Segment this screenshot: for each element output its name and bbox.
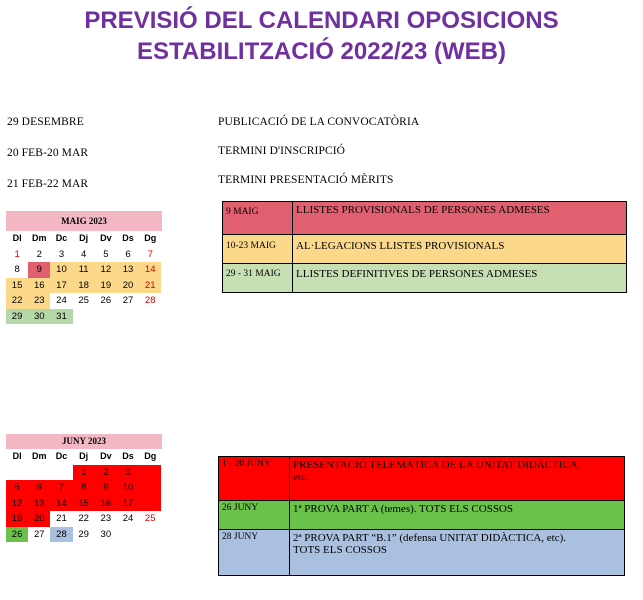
event-date: 26 JUNY [219, 501, 290, 530]
calendar-day: 13 [117, 262, 139, 278]
schedule-date: 20 FEB-20 MAR [7, 147, 89, 159]
calendar-day: 8 [14, 264, 20, 275]
calendar-day: 14 [139, 262, 161, 278]
calendar-day: 1 [14, 248, 20, 260]
calendar-day [6, 465, 28, 481]
calendar-day: 1 [73, 465, 95, 481]
calendar-day: 12 [95, 262, 117, 278]
schedule-event: TERMINI PRESENTACIÓ MÈRITS [218, 174, 394, 186]
calendar-day: 4 [81, 248, 87, 260]
calendar-day [73, 309, 95, 325]
calendar-day: 5 [103, 248, 109, 260]
schedule-date: 21 FEB-22 MAR [7, 178, 89, 190]
schedule-event: TERMINI D'INSCRIPCIÓ [218, 145, 346, 157]
calendar-day: 29 [6, 309, 28, 325]
weekday-label: Dj [79, 233, 89, 243]
event-date: 9 MAIG [223, 202, 293, 235]
calendar-day: 30 [100, 528, 112, 540]
calendar-day [139, 527, 161, 543]
calendar-day: 11 [73, 262, 95, 278]
calendar-day: 2 [95, 465, 117, 481]
event-description: LLISTES PROVISIONALS DE PERSONES ADMESES [293, 202, 627, 235]
calendar-day: 22 [6, 293, 28, 309]
calendar-day [95, 309, 117, 325]
weekday-label: Dl [12, 233, 22, 243]
event-description: LLISTES DEFINITIVES DE PERSONES ADMESES [293, 264, 627, 293]
page-title-line2: ESTABILITZACIÓ 2022/23 (WEB) [137, 38, 506, 65]
calendar-day: 9 [28, 262, 50, 278]
calendar-day: 12 [6, 496, 28, 512]
calendar-day: 19 [6, 511, 28, 527]
page-title-line1: PREVISIÓ DEL CALENDARI OPOSICIONS [84, 7, 559, 34]
calendar-day: 26 [100, 295, 112, 306]
weekday-label: Dg [144, 233, 157, 243]
calendar-day: 24 [122, 513, 134, 524]
calendar-day [139, 496, 161, 512]
calendar-day: 21 [139, 278, 161, 294]
calendar-day: 25 [78, 295, 89, 306]
weekday-label: Dc [55, 451, 68, 461]
events-table-may [222, 201, 627, 293]
table-row [219, 530, 625, 576]
calendar-day: 25 [144, 513, 156, 524]
calendar-day: 7 [147, 248, 153, 260]
calendar-day: 28 [50, 527, 72, 543]
event-description [290, 457, 625, 501]
calendar-day: 16 [95, 496, 117, 512]
event-text-line: 1ª PROVA PART A (temes). TOTS ELS COSSOS [293, 503, 513, 515]
calendar-day [139, 309, 161, 325]
weekday-label: Dg [144, 451, 157, 461]
calendar-day: 15 [6, 278, 28, 294]
event-description [290, 501, 625, 530]
calendar-day: 22 [78, 513, 89, 524]
calendar-day [117, 527, 139, 543]
table-row [223, 264, 627, 293]
calendar-day: 5 [6, 480, 28, 496]
calendar-june [6, 434, 162, 542]
calendar-day [139, 465, 161, 481]
calendar-day: 23 [100, 513, 112, 524]
event-text-line: 2ª PROVA PART “B.1” (defensa UNITAT DIDÀCTICA, etc). [293, 532, 567, 544]
schedule-event: PUBLICACIÓ DE LA CONVOCATÒRIA [218, 116, 420, 128]
weekday-label: Dv [100, 451, 112, 461]
event-date: 29 - 31 MAIG [223, 264, 293, 293]
table-row [223, 235, 627, 264]
weekday-label: Dv [100, 233, 112, 243]
calendar-day: 8 [73, 480, 95, 496]
calendar-day: 29 [78, 528, 89, 540]
table-row [219, 457, 625, 501]
calendar-day: 7 [50, 480, 72, 496]
calendar-grid [6, 231, 162, 324]
calendar-grid [6, 449, 162, 542]
weekday-label: Dl [12, 451, 22, 461]
calendar-day: 17 [50, 278, 72, 294]
weekday-label: Dj [79, 451, 89, 461]
calendar-day: 26 [6, 527, 28, 543]
weekday-label: Ds [122, 451, 134, 461]
calendar-day: 20 [28, 511, 50, 527]
weekday-label: Ds [122, 233, 134, 243]
calendar-day: 30 [28, 309, 50, 325]
event-text-line: TOTS ELS COSSOS [293, 544, 387, 556]
calendar-day: 23 [28, 293, 50, 309]
calendar-day: 28 [144, 295, 156, 306]
weekday-label: Dm [32, 451, 47, 461]
calendar-day [28, 465, 50, 481]
event-date: 28 JUNY [219, 530, 290, 576]
calendar-day: 3 [58, 248, 65, 260]
events-table-june [218, 456, 625, 576]
calendar-day [50, 465, 72, 481]
calendar-day: 19 [95, 278, 117, 294]
event-text-line: etc. [293, 471, 309, 483]
calendar-day: 10 [117, 480, 139, 496]
calendar-day: 27 [33, 528, 45, 540]
calendar-day: 18 [73, 278, 95, 294]
calendar-day: 20 [117, 278, 139, 294]
schedule-date: 29 DESEMBRE [7, 116, 84, 128]
weekday-label: Dc [55, 233, 68, 243]
calendar-month-title: JUNY 2023 [6, 434, 162, 449]
calendar-day: 10 [50, 262, 72, 278]
calendar-day: 13 [28, 496, 50, 512]
event-date: 1 - 20 JUNY [219, 457, 290, 501]
table-row [223, 202, 627, 235]
calendar-day [117, 309, 139, 325]
weekday-label: Dm [32, 233, 47, 243]
calendar-day: 16 [28, 278, 50, 294]
calendar-day: 6 [28, 480, 50, 496]
calendar-day: 31 [50, 309, 72, 325]
event-text-line: PRESENTACIÓ TELEMÀTICA DE LA UNITAT DIDÀCTICA, [293, 459, 581, 471]
event-date: 10-23 MAIG [223, 235, 293, 264]
event-description [290, 530, 625, 576]
table-row [219, 501, 625, 530]
calendar-day [139, 480, 161, 496]
calendar-day: 9 [95, 480, 117, 496]
calendar-day: 24 [56, 295, 67, 306]
calendar-day: 27 [122, 295, 134, 306]
calendar-day: 2 [36, 248, 42, 260]
calendar-day: 14 [50, 496, 72, 512]
calendar-day: 17 [117, 496, 139, 512]
event-description: AL·LEGACIONS LLISTES PROVISIONALS [293, 235, 627, 264]
calendar-may [6, 211, 162, 324]
calendar-day: 6 [125, 248, 131, 260]
calendar-day: 15 [73, 496, 95, 512]
calendar-day: 3 [117, 465, 139, 481]
calendar-month-title: MAIG 2023 [6, 211, 162, 231]
calendar-day: 21 [56, 513, 67, 524]
